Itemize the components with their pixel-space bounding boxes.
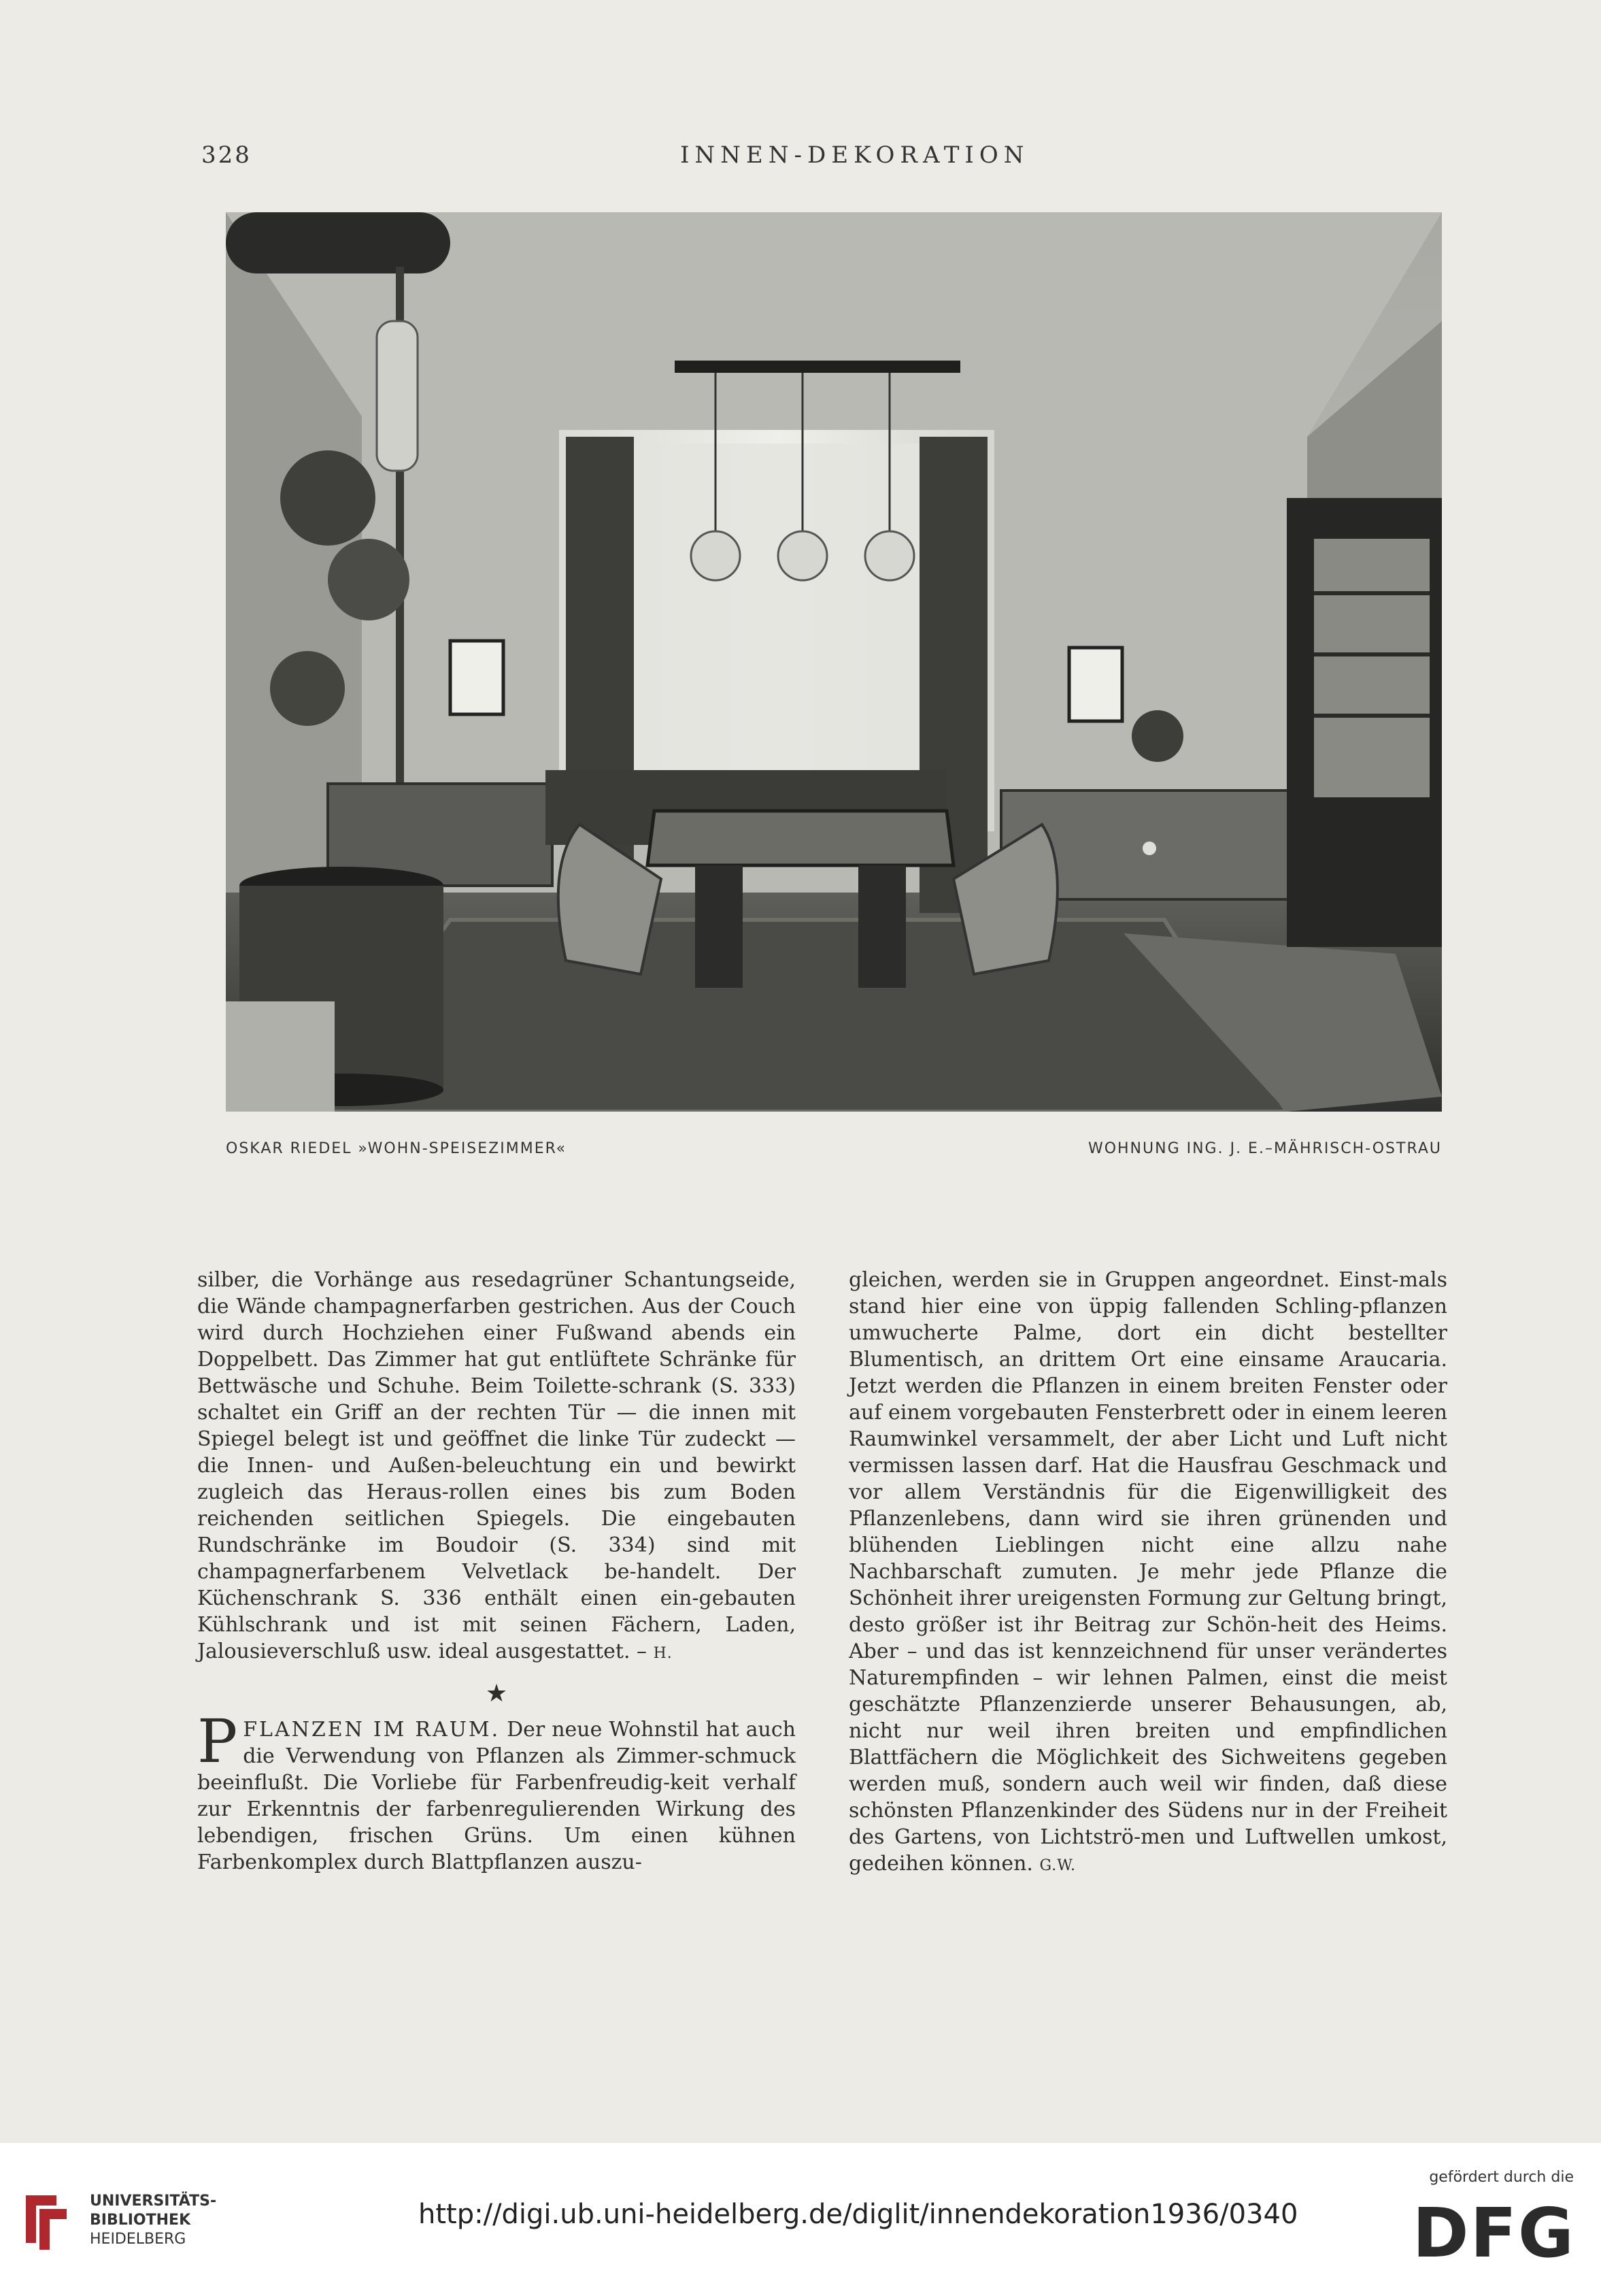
article-column-left [197, 1267, 796, 1876]
library-name-line: BIBLIOTHEK [90, 2212, 191, 2229]
digitization-footer [0, 2143, 1601, 2296]
dfg-logo: DFG [1412, 2193, 1575, 2273]
dining-room-photo [226, 212, 1442, 1112]
article-paragraph [197, 1267, 796, 1667]
section-separator-star: ★ [485, 1680, 508, 1708]
drop-cap: P [197, 1706, 238, 1776]
author-signature: G.W. [1039, 1857, 1077, 1874]
dining-room-illustration [226, 212, 1442, 1112]
page-number: 328 [201, 142, 252, 169]
funding-note: gefördert durch die [1429, 2169, 1574, 2186]
running-title: INNEN-DEKORATION [680, 142, 1030, 169]
paragraph-text: gleichen, werden sie in Gruppen angeordnet. Einst-mals stand hier eine von üppig fallenden Schling-pflanzen umwucherte Palme, dort ein dicht bestellter Blumentisch, an drittem Ort eine einsame Araucaria. Jetzt werden die Pflanzen in einem breiten Fenster oder auf einem vorgebauten Fensterbrett oder in einem leeren Raumwinkel versammelt, der aber Licht und Luft nicht vermissen lassen darf. Hat die Hausfrau Geschmack und vor allem Verständnis für die Eigenwilligkeit des Pflanzenlebens, dann wird sie ihren grünenden und blühenden Lieblingen nicht eine allzu nahe Nachbarschaft zumuten. Je mehr jede Pflanze die Schönheit ihrer ureigensten Formung zur Geltung bringt, desto größer ist ihr Beitrag zur Schön-heit des Heims. Aber – und das ist kennzeichnend für unser verändertes Naturempfinden – wir lehnen Palmen, einst die meist geschätzte Pflanzenzierde unserer Behausungen, ab, nicht nur weil ihren breiten und empfindlichen Blattfächern die Möglichkeit des Sichweitens gegeben werden muß, sondern auch weil wir finden, daß diese schönsten Pflanzenkinder des Südens nur in der Freiheit des Gartens, von Lichtströ-men und Luftwellen umkost, gedeihen können. [849, 1268, 1447, 1876]
library-name-line: HEIDELBERG [90, 2231, 186, 2248]
library-name [90, 2192, 216, 2249]
photo-caption-right: WOHNUNG ING. J. E.–MÄHRISCH-OSTRAU [1088, 1140, 1442, 1157]
library-name-line: UNIVERSITÄTS- [90, 2193, 217, 2210]
paragraph-text: Der neue Wohnstil hat auch die Verwendung von Pflanzen als Zimmer-schmuck beeinflußt. Die Vorliebe für Farbenfreudig-keit verhalf zur Erkenntnis der farbenregulierenden Wirkung des lebendigen, frischen Grüns. Um einen kühnen Farbenkomplex durch Blattpflanzen auszu- [197, 1718, 796, 1874]
paragraph-text: silber, die Vorhänge aus resedagrüner Schantungseide, die Wände champagnerfarben gestrichen. Aus der Couch wird durch Hochziehen einer Fußwand abends ein Doppelbett. Das Zimmer hat gut entlüftete Schränke für Bettwäsche und Schuhe. Beim Toilette-schrank (S. 333) schaltet ein Griff an der rechten Tür — die innen mit Spiegel belegt ist und geöffnet die linke Tür zudeckt — die Innen- und Außen-beleuchtung ein und bewirkt zugleich das Heraus-rollen eines bis zum Boden reichenden seitlichen Spiegels. Die eingebauten Rundschränke im Boudoir (S. 334) sind mit champagnerfarbenem Velvetlack be-handelt. Der Küchenschrank S. 336 enthält einen ein-gebauten Kühlschrank und ist mit seinen Fächern, Laden, Jalousieverschluß usw. ideal ausgestattet. – [197, 1268, 796, 1663]
article-column-right [849, 1267, 1447, 1879]
photo-caption-left: OSKAR RIEDEL »WOHN-SPEISEZIMMER« [226, 1140, 567, 1157]
article-paragraph [849, 1267, 1447, 1879]
library-logo-icon [19, 2185, 73, 2253]
author-signature: H. [653, 1645, 673, 1662]
source-url-link[interactable]: http://digi.ub.uni-heidelberg.de/diglit/innendekoration1936/0340 [418, 2199, 1298, 2230]
section-headline: FLANZEN IM RAUM. [243, 1718, 501, 1742]
article-paragraph [197, 1706, 796, 1876]
